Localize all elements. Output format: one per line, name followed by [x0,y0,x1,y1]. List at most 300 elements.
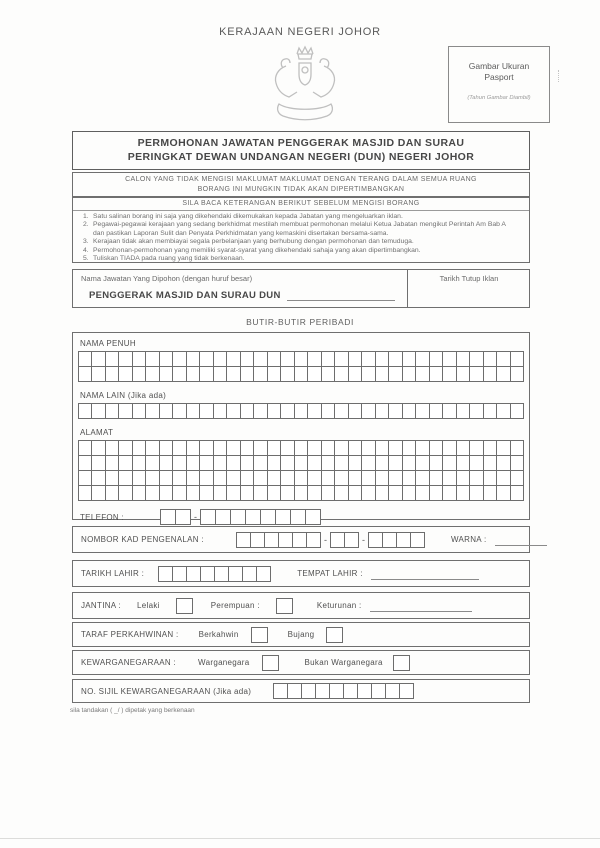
char-cell[interactable] [281,352,294,367]
char-cell[interactable] [241,441,254,456]
char-cell[interactable] [227,441,240,456]
char-cell[interactable] [443,352,456,367]
char-cell[interactable] [308,471,321,486]
char-cell[interactable] [443,471,456,486]
char-cell[interactable] [376,367,389,382]
char-cell[interactable] [279,533,293,548]
char-cell[interactable] [79,456,92,471]
char-cell[interactable] [241,486,254,501]
char-cell[interactable] [187,367,200,382]
checkbox-bujang[interactable] [326,627,343,643]
char-cell[interactable] [376,471,389,486]
char-cell[interactable] [119,441,132,456]
char-cell[interactable] [335,404,348,419]
char-cell[interactable] [443,367,456,382]
char-cell[interactable] [146,471,159,486]
char-cell[interactable] [265,533,279,548]
char-cell[interactable] [200,404,213,419]
char-cell[interactable] [470,486,483,501]
char-cell[interactable] [187,456,200,471]
char-cell[interactable] [146,367,159,382]
tempat-lahir-blank[interactable] [371,568,479,580]
char-cell[interactable] [295,367,308,382]
char-cell[interactable] [430,471,443,486]
char-cell[interactable] [216,510,231,525]
char-cell[interactable] [416,471,429,486]
char-cell[interactable] [214,367,227,382]
char-cell[interactable] [389,404,402,419]
char-cell[interactable] [214,471,227,486]
char-cell[interactable] [268,441,281,456]
char-cell[interactable] [430,456,443,471]
char-cell[interactable] [330,684,344,699]
char-cell[interactable] [362,471,375,486]
char-cell[interactable] [288,684,302,699]
char-cell[interactable] [411,533,425,548]
char-cell[interactable] [470,352,483,367]
warna-blank[interactable] [495,534,547,546]
char-cell[interactable] [79,471,92,486]
instruction-text: Permohonan-permohonan yang memiliki syarat-syarat yang dikehendaki sahaja yang akan dipertimbangkan. [93,246,421,254]
char-cell[interactable] [106,456,119,471]
char-cell[interactable] [403,404,416,419]
char-cell[interactable] [322,352,335,367]
char-cell[interactable] [511,352,524,367]
char-cell[interactable] [106,367,119,382]
char-cell[interactable] [160,471,173,486]
char-cell[interactable] [106,441,119,456]
char-cell[interactable] [133,352,146,367]
char-cell[interactable] [215,567,229,582]
char-cell[interactable] [187,352,200,367]
char-cell[interactable] [497,441,510,456]
char-cell[interactable] [119,456,132,471]
char-cell[interactable] [349,456,362,471]
char-cell[interactable] [261,510,276,525]
char-cell[interactable] [389,441,402,456]
char-cell[interactable] [173,567,187,582]
char-cell[interactable] [322,486,335,501]
char-cell[interactable] [335,471,348,486]
char-cell[interactable] [173,441,186,456]
char-cell[interactable] [160,367,173,382]
char-cell[interactable] [106,404,119,419]
instruction-number: 5. [83,255,89,263]
instruction-item [83,247,529,255]
char-cell[interactable] [335,367,348,382]
char-cell[interactable] [403,352,416,367]
char-cell[interactable] [254,471,267,486]
telefon-separator: - [194,512,198,522]
char-cell[interactable] [511,486,524,501]
char-cell[interactable] [173,486,186,501]
char-cell[interactable] [133,486,146,501]
char-cell[interactable] [92,486,105,501]
char-cell[interactable] [146,404,159,419]
char-cell[interactable] [349,441,362,456]
char-cell[interactable] [349,486,362,501]
char-cell[interactable] [227,404,240,419]
char-cell[interactable] [200,471,213,486]
char-cell[interactable] [187,471,200,486]
char-cell[interactable] [92,352,105,367]
char-cell[interactable] [335,456,348,471]
char-cell[interactable] [106,352,119,367]
char-cell[interactable] [293,533,307,548]
char-cell[interactable] [237,533,251,548]
char-cell[interactable] [133,456,146,471]
char-cell[interactable] [173,404,186,419]
char-cell[interactable] [214,486,227,501]
char-cell[interactable] [295,352,308,367]
char-cell[interactable] [200,486,213,501]
char-cell[interactable] [119,367,132,382]
char-cell[interactable] [241,352,254,367]
char-cell[interactable] [389,352,402,367]
char-cell[interactable] [511,367,524,382]
char-cell[interactable] [173,471,186,486]
char-cell[interactable] [246,510,261,525]
jantina-box [72,592,530,619]
char-cell[interactable] [308,404,321,419]
char-cell[interactable] [187,404,200,419]
char-cell[interactable] [133,471,146,486]
char-cell[interactable] [281,486,294,501]
char-cell[interactable] [92,471,105,486]
char-cell[interactable] [416,352,429,367]
char-cell[interactable] [376,404,389,419]
char-cell[interactable] [173,456,186,471]
char-cell[interactable] [416,441,429,456]
char-cell[interactable] [133,441,146,456]
char-cell[interactable] [308,367,321,382]
char-cell[interactable] [416,367,429,382]
char-cell[interactable] [187,441,200,456]
char-cell[interactable] [403,441,416,456]
char-cell[interactable] [268,404,281,419]
char-cell[interactable] [511,404,524,419]
char-cell[interactable] [295,404,308,419]
tarikh-lahir-label: TARIKH LAHIR : [81,569,145,578]
char-cell[interactable] [484,486,497,501]
char-cell[interactable] [349,471,362,486]
char-cell[interactable] [457,404,470,419]
char-cell[interactable] [268,471,281,486]
char-cell[interactable] [403,456,416,471]
char-cell[interactable] [274,684,288,699]
read-note: SILA BACA KETERANGAN BERIKUT SEBELUM MENGISI BORANG [73,198,529,211]
char-cell[interactable] [281,367,294,382]
char-cell[interactable] [281,456,294,471]
char-cell[interactable] [119,352,132,367]
char-cell[interactable] [227,352,240,367]
kp-grid-3 [368,532,425,548]
char-cell[interactable] [200,352,213,367]
char-cell[interactable] [400,684,414,699]
char-cell[interactable] [257,567,271,582]
char-cell[interactable] [376,486,389,501]
char-cell[interactable] [254,352,267,367]
char-cell[interactable] [146,486,159,501]
char-cell[interactable] [214,456,227,471]
char-cell[interactable] [457,367,470,382]
char-cell[interactable] [92,441,105,456]
char-cell[interactable] [79,367,92,382]
char-cell[interactable] [106,471,119,486]
char-cell[interactable] [497,352,510,367]
photo-box-label-line2: Pasport [484,72,514,82]
char-cell[interactable] [241,471,254,486]
position-value: PENGGERAK MASJID DAN SURAU DUN [89,289,281,301]
char-cell[interactable] [119,404,132,419]
char-cell[interactable] [302,684,316,699]
jantina-lelaki-label: Lelaki [137,601,160,610]
char-cell[interactable] [200,441,213,456]
char-cell[interactable] [362,404,375,419]
char-cell[interactable] [457,456,470,471]
char-cell[interactable] [443,486,456,501]
char-cell[interactable] [227,471,240,486]
char-cell[interactable] [369,533,383,548]
char-cell[interactable] [389,486,402,501]
char-cell[interactable] [268,456,281,471]
char-cell[interactable] [484,456,497,471]
char-cell[interactable] [403,471,416,486]
char-cell[interactable] [251,533,265,548]
char-cell[interactable] [173,352,186,367]
char-cell[interactable] [470,404,483,419]
char-cell[interactable] [362,441,375,456]
char-cell[interactable] [397,533,411,548]
char-cell[interactable] [160,352,173,367]
char-cell[interactable] [376,456,389,471]
char-cell[interactable] [497,486,510,501]
char-cell[interactable] [119,486,132,501]
char-cell[interactable] [281,471,294,486]
char-cell[interactable] [430,404,443,419]
kewarganegaraan-box [72,650,530,675]
char-cell[interactable] [227,456,240,471]
char-cell[interactable] [308,352,321,367]
char-cell[interactable] [322,456,335,471]
char-cell[interactable] [227,367,240,382]
char-cell[interactable] [457,486,470,501]
char-cell[interactable] [335,441,348,456]
char-cell[interactable] [268,352,281,367]
char-cell[interactable] [268,486,281,501]
char-cell[interactable] [176,510,191,525]
char-cell[interactable] [349,367,362,382]
char-cell[interactable] [376,352,389,367]
char-cell[interactable] [200,456,213,471]
char-cell[interactable] [243,567,257,582]
keturunan-blank[interactable] [370,600,472,612]
char-cell[interactable] [345,533,359,548]
char-cell[interactable] [146,441,159,456]
char-cell[interactable] [416,404,429,419]
char-cell[interactable] [295,456,308,471]
char-cell[interactable] [362,486,375,501]
char-cell[interactable] [331,533,345,548]
char-cell[interactable] [201,567,215,582]
section-title: BUTIR-BUTIR PERIBADI [246,317,354,327]
char-cell[interactable] [92,367,105,382]
checkbox-bukan-warganegara[interactable] [393,655,410,671]
char-cell[interactable] [92,456,105,471]
char-cell[interactable] [457,441,470,456]
char-cell[interactable] [160,456,173,471]
char-cell[interactable] [241,367,254,382]
char-cell[interactable] [470,441,483,456]
char-cell[interactable] [344,684,358,699]
char-cell[interactable] [160,404,173,419]
char-cell[interactable] [214,441,227,456]
char-cell[interactable] [430,441,443,456]
char-cell[interactable] [511,456,524,471]
char-cell[interactable] [372,684,386,699]
char-cell[interactable] [335,486,348,501]
scan-artifact [558,70,567,82]
checkbox-berkahwin[interactable] [251,627,268,643]
char-cell[interactable] [160,486,173,501]
kewarganegaraan-label: KEWARGANEGARAAN : [81,658,177,667]
char-cell[interactable] [358,684,372,699]
char-cell[interactable] [484,404,497,419]
char-cell[interactable] [308,441,321,456]
char-cell[interactable] [511,471,524,486]
char-cell[interactable] [316,684,330,699]
char-cell[interactable] [362,352,375,367]
char-cell[interactable] [443,441,456,456]
char-cell[interactable] [92,404,105,419]
char-cell[interactable] [146,352,159,367]
char-cell[interactable] [322,404,335,419]
char-cell[interactable] [281,404,294,419]
char-cell[interactable] [254,441,267,456]
char-cell[interactable] [231,510,246,525]
char-cell[interactable] [308,456,321,471]
char-cell[interactable] [146,456,159,471]
char-cell[interactable] [497,471,510,486]
char-cell[interactable] [443,404,456,419]
char-cell[interactable] [389,471,402,486]
checkbox-lelaki[interactable] [176,598,193,614]
bukan-warganegara-label: Bukan Warganegara [304,658,383,667]
char-cell[interactable] [254,404,267,419]
char-cell[interactable] [201,510,216,525]
char-cell[interactable] [79,441,92,456]
char-cell[interactable] [187,567,201,582]
char-cell[interactable] [229,567,243,582]
char-cell[interactable] [457,352,470,367]
char-cell[interactable] [322,367,335,382]
char-cell[interactable] [295,486,308,501]
char-cell[interactable] [159,567,173,582]
char-cell[interactable] [322,471,335,486]
char-cell[interactable] [227,486,240,501]
char-cell[interactable] [200,367,213,382]
char-cell[interactable] [295,441,308,456]
char-cell[interactable] [430,367,443,382]
char-cell[interactable] [403,367,416,382]
char-cell[interactable] [349,404,362,419]
char-cell[interactable] [160,441,173,456]
char-cell[interactable] [276,510,291,525]
char-cell[interactable] [430,486,443,501]
char-cell[interactable] [322,441,335,456]
char-cell[interactable] [119,471,132,486]
char-cell[interactable] [470,456,483,471]
char-cell[interactable] [187,486,200,501]
kad-pengenalan-label: NOMBOR KAD PENGENALAN : [81,535,204,544]
char-cell[interactable] [79,404,92,419]
char-cell[interactable] [241,404,254,419]
char-cell[interactable] [497,367,510,382]
checkbox-perempuan[interactable] [276,598,293,614]
char-cell[interactable] [484,441,497,456]
char-cell[interactable] [254,367,267,382]
char-cell[interactable] [268,367,281,382]
char-cell[interactable] [106,486,119,501]
char-cell[interactable] [386,684,400,699]
char-cell[interactable] [497,404,510,419]
char-cell[interactable] [295,471,308,486]
char-cell[interactable] [484,367,497,382]
char-cell[interactable] [416,486,429,501]
char-cell[interactable] [470,367,483,382]
char-cell[interactable] [470,471,483,486]
char-cell[interactable] [79,352,92,367]
char-cell[interactable] [133,367,146,382]
char-cell[interactable] [383,533,397,548]
instruction-text: Tuliskan TIADA pada ruang yang tidak berkenaan. [93,255,245,263]
char-cell[interactable] [281,441,294,456]
char-cell[interactable] [484,352,497,367]
char-cell[interactable] [362,456,375,471]
char-cell[interactable] [457,471,470,486]
char-cell[interactable] [308,486,321,501]
char-cell[interactable] [173,367,186,382]
char-cell[interactable] [335,352,348,367]
char-cell[interactable] [349,352,362,367]
position-dun-blank[interactable] [287,289,395,301]
char-cell[interactable] [403,486,416,501]
char-cell[interactable] [306,510,321,525]
char-cell[interactable] [214,404,227,419]
instruction-number: 1. [83,213,89,220]
char-cell[interactable] [362,367,375,382]
char-cell[interactable] [484,471,497,486]
char-cell[interactable] [416,456,429,471]
char-cell[interactable] [497,456,510,471]
char-cell[interactable] [389,456,402,471]
checkbox-warganegara[interactable] [262,655,279,671]
char-cell[interactable] [161,510,176,525]
char-cell[interactable] [254,486,267,501]
char-cell[interactable] [511,441,524,456]
char-cell[interactable] [307,533,321,548]
char-cell[interactable] [430,352,443,367]
char-cell[interactable] [133,404,146,419]
char-cell[interactable] [214,352,227,367]
char-cell[interactable] [376,441,389,456]
char-cell[interactable] [254,456,267,471]
char-cell[interactable] [79,486,92,501]
char-cell[interactable] [389,367,402,382]
char-cell[interactable] [443,456,456,471]
char-cell[interactable] [241,456,254,471]
char-cell[interactable] [291,510,306,525]
